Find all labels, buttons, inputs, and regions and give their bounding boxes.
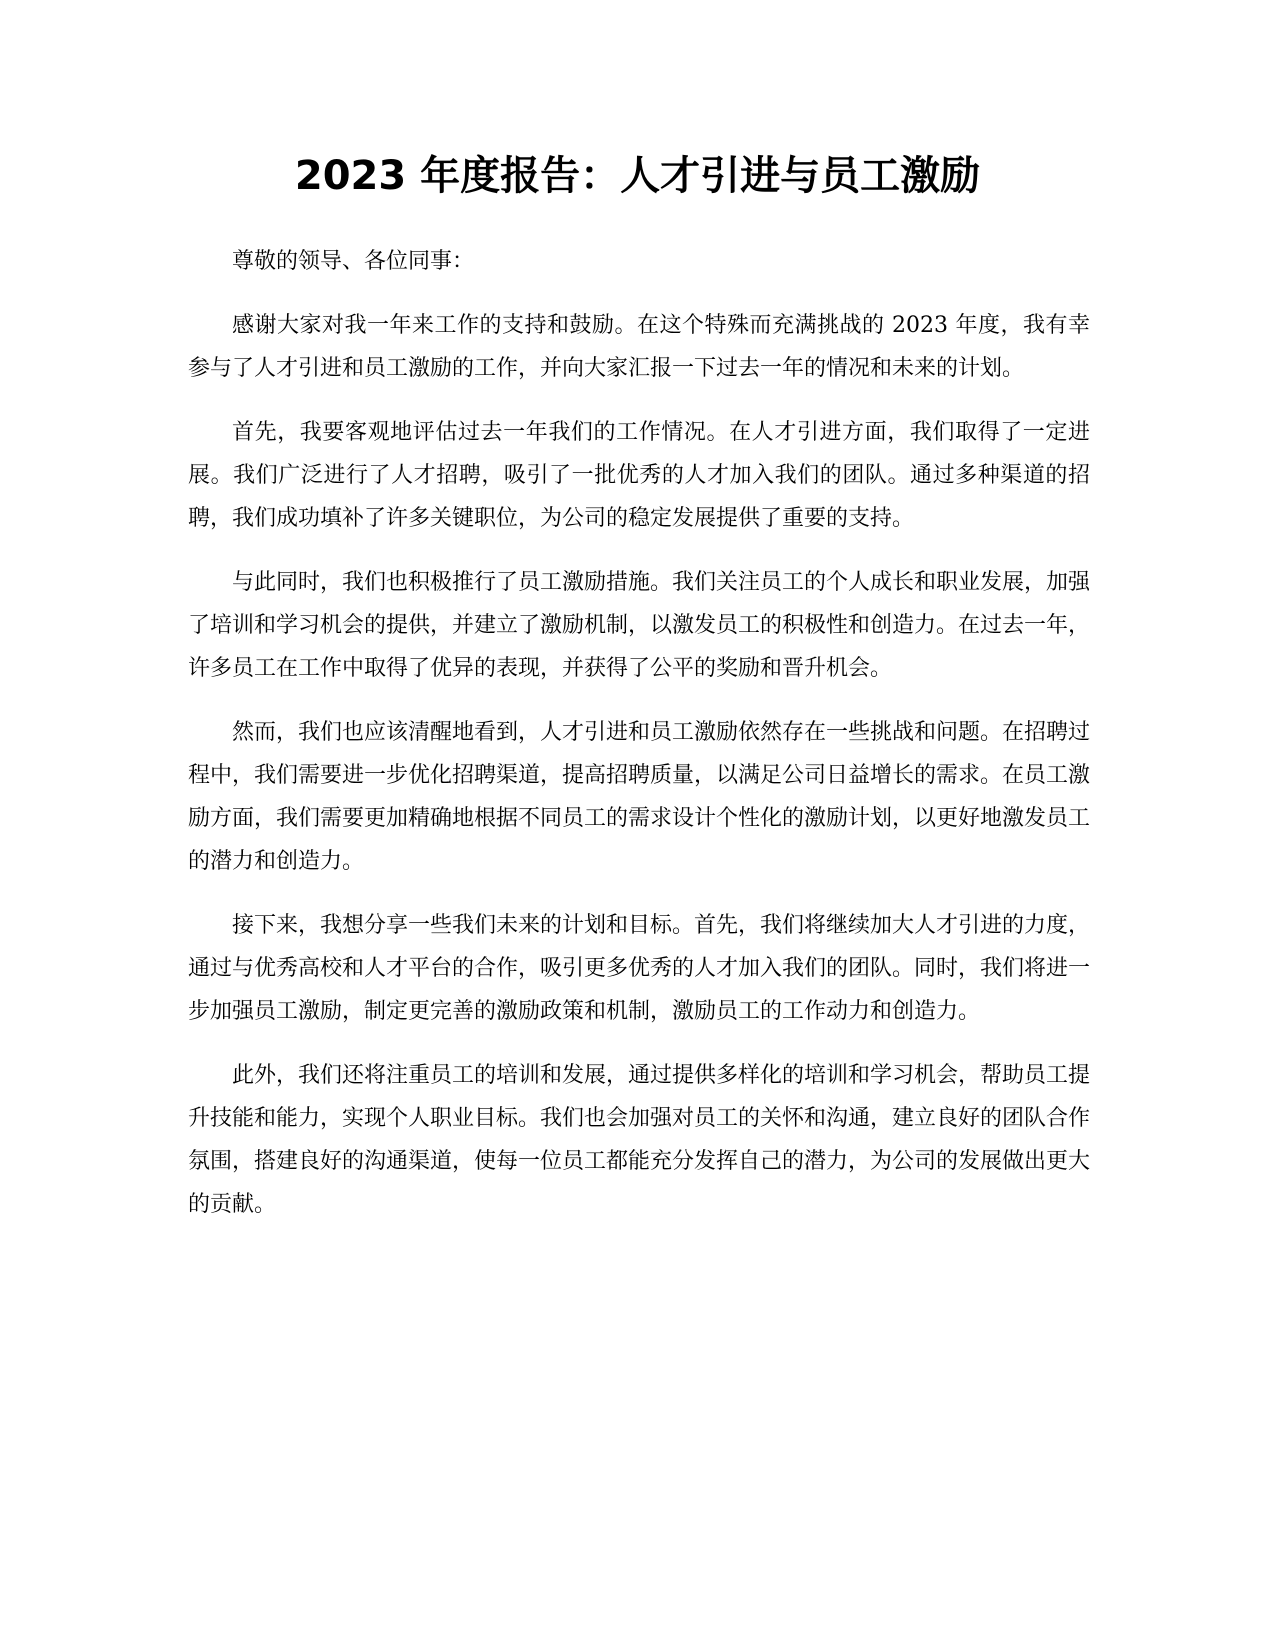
training-paragraph: 此外，我们还将注重员工的培训和发展，通过提供多样化的培训和学习机会，帮助员工提升技能和能力，实现个人职业目标。我们也会加强对员工的关怀和沟通，建立良好的团队合作氛围，搭建良好的沟通渠道，使每一位员工都能充分发挥自己的潜力，为公司的发展做出更大的贡献。: [188, 1063, 1091, 1217]
document-body: [188, 240, 1090, 1247]
salutation-paragraph: 尊敬的领导、各位同事：: [232, 249, 475, 274]
review-paragraph: 首先，我要客观地评估过去一年我们的工作情况。在人才引进方面，我们取得了一定进展。我们广泛进行了人才招聘，吸引了一批优秀的人才加入我们的团队。通过多种渠道的招聘，我们成功填补了许多关键职位，为公司的稳定发展提供了重要的支持。: [188, 420, 1090, 531]
intro-paragraph: 感谢大家对我一年来工作的支持和鼓励。在这个特殊而充满挑战的 2023 年度，我有幸参与了人才引进和员工激励的工作，并向大家汇报一下过去一年的情况和未来的计划。: [188, 313, 1090, 381]
challenges-paragraph: 然而，我们也应该清醒地看到，人才引进和员工激励依然存在一些挑战和问题。在招聘过程中，我们需要进一步优化招聘渠道，提高招聘质量，以满足公司日益增长的需求。在员工激励方面，我们需要更加精确地根据不同员工的需求设计个性化的激励计划，以更好地激发员工的潜力和创造力。: [188, 720, 1091, 874]
incentive-paragraph: 与此同时，我们也积极推行了员工激励措施。我们关注员工的个人成长和职业发展，加强了培训和学习机会的提供，并建立了激励机制，以激发员工的积极性和创造力。在过去一年，许多员工在工作中取得了优异的表现，并获得了公平的奖励和晋升机会。: [188, 570, 1091, 681]
document-title: 2023 年度报告：人才引进与员工激励: [294, 153, 981, 199]
plans-paragraph: 接下来，我想分享一些我们未来的计划和目标。首先，我们将继续加大人才引进的力度，通过与优秀高校和人才平台的合作，吸引更多优秀的人才加入我们的团队。同时，我们将进一步加强员工激励，制定更完善的激励政策和机制，激励员工的工作动力和创造力。: [188, 913, 1091, 1024]
